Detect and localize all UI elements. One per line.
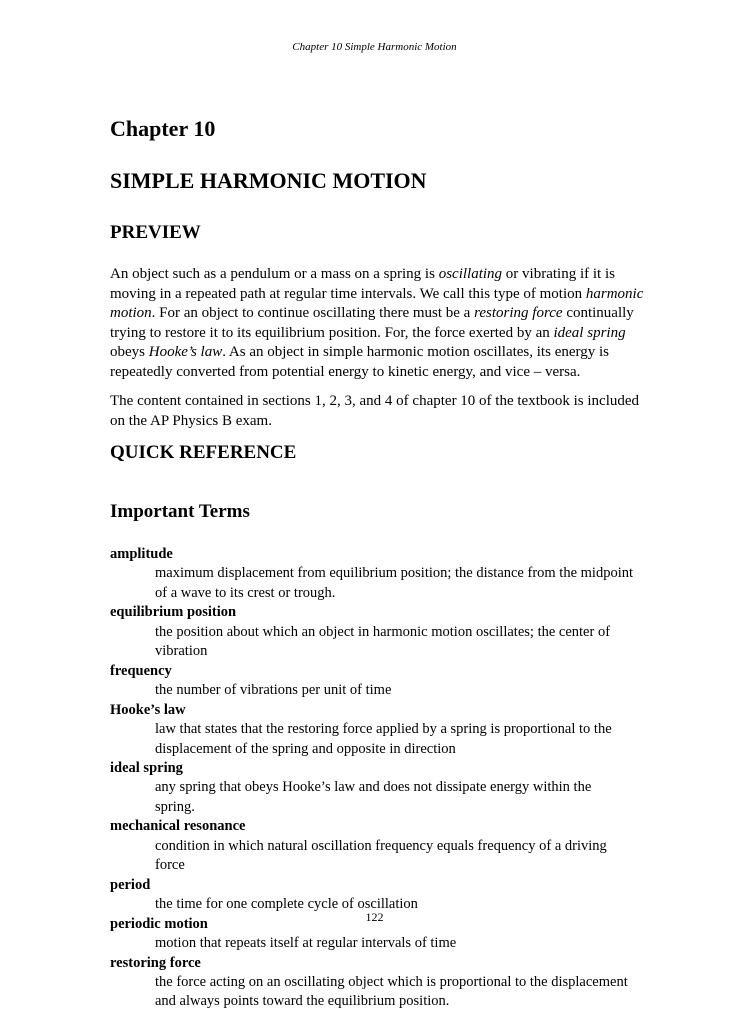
term-definition-line: displacement of the spring and opposite in direction: [155, 740, 456, 757]
term-definition-line: of a wave to its crest or trough.: [155, 584, 336, 601]
term-definition-line: the number of vibrations per unit of time: [155, 682, 392, 699]
term-definition-line: vibration: [155, 643, 208, 660]
italic-term: Hooke’s law: [148, 344, 223, 360]
italic-term: ideal spring: [553, 324, 626, 341]
term-name: periodic motion: [110, 915, 208, 932]
terms-list: [110, 545, 633, 1012]
term-name: mechanical resonance: [110, 818, 246, 835]
preview-heading: PREVIEW: [110, 222, 201, 243]
term-entry: [110, 545, 633, 603]
text-run: moving in a repeated path at regular time intervals. We call this type of motion: [110, 285, 586, 302]
term-definition-line: the force acting on an oscillating object which is proportional to the displacement: [155, 973, 628, 990]
term-entry: [110, 603, 633, 661]
preview-line: [110, 324, 643, 344]
term-name: frequency: [110, 662, 172, 679]
text-run: continually: [562, 305, 634, 321]
text-run: repeatedly converted from potential energy to kinetic energy, and vice – versa.: [110, 363, 581, 380]
term-entry: [110, 759, 633, 817]
italic-term: restoring force: [474, 305, 563, 321]
content-paragraph: [110, 392, 639, 431]
preview-line: [110, 363, 643, 383]
preview-line: [110, 343, 643, 363]
term-entry: [110, 701, 633, 759]
content-line: on the AP Physics B exam.: [110, 412, 272, 429]
text-run: trying to restore it to its equilibrium position. For, the force exerted by an: [110, 324, 554, 341]
page-number: 122: [365, 910, 384, 924]
italic-term: oscillating: [438, 266, 503, 282]
text-run: . For an object to continue oscillating there must be a: [151, 305, 475, 321]
term-name: amplitude: [110, 546, 173, 562]
important-terms-heading: Important Terms: [110, 501, 250, 522]
term-definition-line: force: [155, 857, 185, 874]
term-definition-line: the time for one complete cycle of oscillation: [155, 896, 418, 913]
content-line: The content contained in sections 1, 2, 3, and 4 of chapter 10 of the textbook is included: [110, 393, 640, 409]
term-name: equilibrium position: [110, 604, 237, 621]
term-definition-line: motion that repeats itself at regular intervals of time: [155, 935, 457, 952]
preview-line: [110, 304, 643, 324]
preview-line: [110, 285, 643, 305]
term-definition-line: spring.: [155, 798, 195, 815]
term-entry: [110, 662, 633, 701]
term-definition-line: the position about which an object in harmonic motion oscillates; the center of: [155, 623, 611, 640]
chapter-title: SIMPLE HARMONIC MOTION: [110, 168, 427, 193]
term-name: ideal spring: [110, 759, 183, 776]
chapter-label: Chapter 10: [110, 116, 216, 141]
term-definition-line: any spring that obeys Hooke’s law and does not dissipate energy within the: [155, 779, 592, 796]
term-name: period: [110, 876, 151, 893]
text-run: An object such as a pendulum or a mass on a spring is: [110, 266, 439, 282]
term-entry: [110, 876, 633, 915]
text-run: or vibrating if it is: [502, 266, 615, 282]
preview-line: [110, 265, 643, 285]
term-name: restoring force: [110, 954, 201, 971]
term-name: Hooke’s law: [110, 701, 186, 718]
term-entry: [110, 817, 633, 875]
preview-paragraph: [110, 265, 643, 382]
text-run: obeys: [110, 344, 149, 360]
term-definition-line: condition in which natural oscillation frequency equals frequency of a driving: [155, 837, 607, 854]
italic-term: harmonic: [585, 285, 644, 302]
quick-reference-heading: QUICK REFERENCE: [110, 442, 297, 463]
term-definition-line: law that states that the restoring force applied by a spring is proportional to the: [155, 721, 612, 738]
italic-term: motion: [110, 305, 152, 321]
term-entry: [110, 954, 633, 1012]
running-header: Chapter 10 Simple Harmonic Motion: [292, 41, 457, 53]
term-definition-line: maximum displacement from equilibrium position; the distance from the midpoint: [155, 565, 634, 582]
text-run: . As an object in simple harmonic motion oscillates, its energy is: [222, 344, 609, 360]
term-definition-line: and always points toward the equilibrium position.: [155, 993, 450, 1010]
